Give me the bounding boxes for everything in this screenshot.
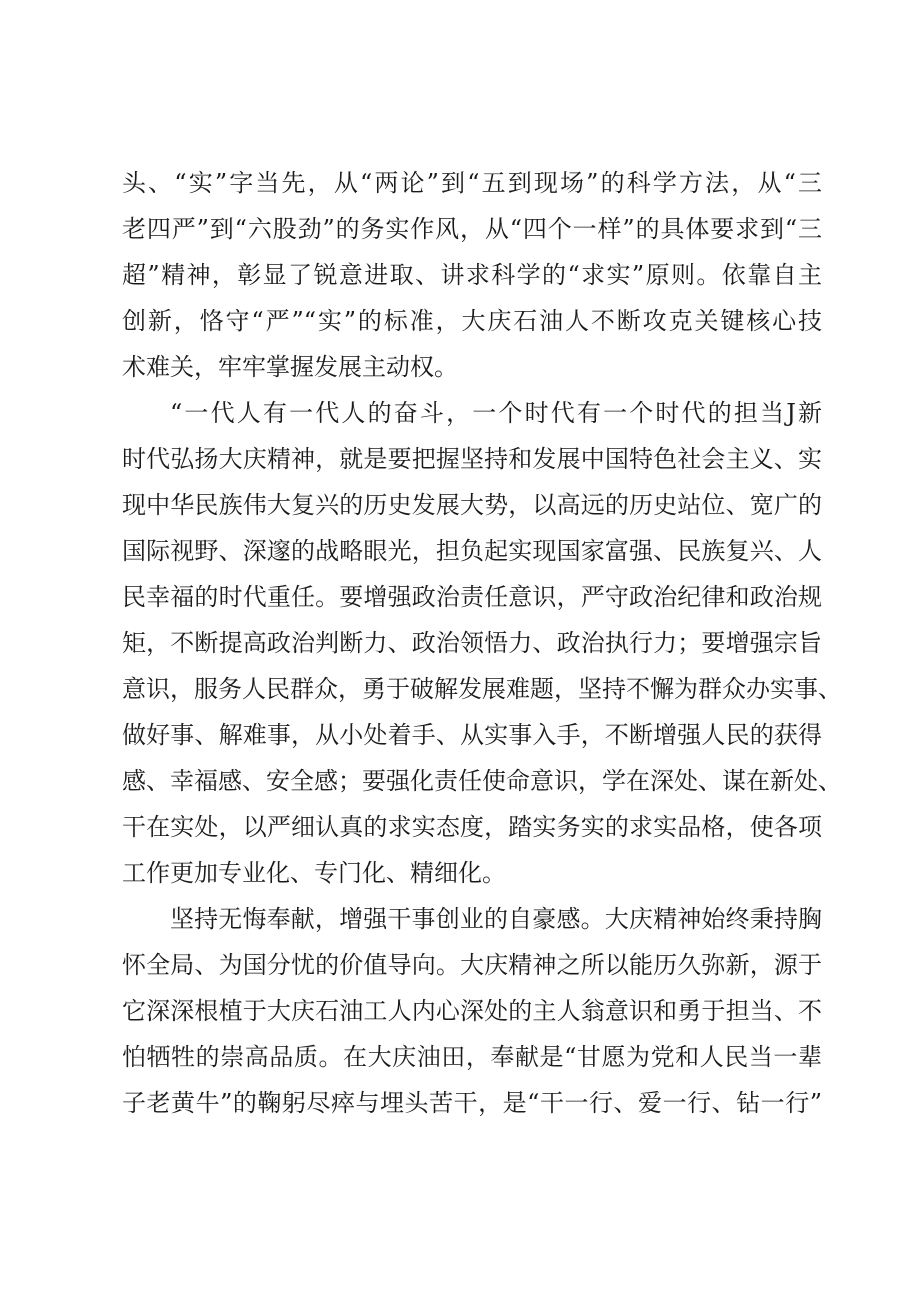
paragraph-line: 意识，服务人民群众，勇于破解发展难题，坚持不懈为群众办实事、 (122, 675, 842, 703)
paragraph-line: 术难关，牢牢掌握发展主动权。 (122, 353, 458, 381)
paragraph-line: 它深深根植于大庆石油工人内心深处的主人翁意识和勇于担当、不 (122, 997, 822, 1025)
paragraph-line: 做好事、解难事，从小处着手、从实事入手，不断增强人民的获得 (122, 721, 822, 749)
paragraph-line: 干在实处，以严细认真的求实态度，踏实务实的求实品格，使各项 (122, 813, 822, 841)
paragraph-line: 现中华民族伟大复兴的历史发展大势，以高远的历史站位、宽广的 (122, 491, 822, 519)
paragraph-line: 怕牺牲的崇高品质。在大庆油田，奉献是“甘愿为党和人民当一辈 (122, 1043, 822, 1071)
document-body (122, 160, 842, 1126)
paragraph-line: “一代人有一代人的奋斗，一个时代有一个时代的担当J新 (170, 399, 822, 427)
paragraph-line: 民幸福的时代重任。要增强政治责任意识，严守政治纪律和政治规 (122, 583, 822, 611)
paragraph-line: 怀全局、为国分忧的价值导向。大庆精神之所以能历久弥新，源于 (122, 951, 822, 979)
paragraph-line: 创新，恪守“严”“实”的标准，大庆石油人不断攻克关键核心技 (122, 307, 822, 335)
paragraph-1 (122, 160, 822, 390)
paragraph-line: 坚持无悔奉献，增强干事创业的自豪感。大庆精神始终秉持胸 (170, 905, 822, 933)
paragraph-line: 国际视野、深邃的战略眼光，担负起实现国家富强、民族复兴、人 (122, 537, 822, 565)
paragraph-line: 时代弘扬大庆精神，就是要把握坚持和发展中国特色社会主义、实 (122, 445, 822, 473)
paragraph-line: 超”精神，彰显了锐意进取、讲求科学的“求实”原则。依靠自主 (122, 261, 822, 289)
paragraph-line: 矩，不断提高政治判断力、政治领悟力、政治执行力；要增强宗旨 (122, 629, 822, 657)
paragraph-2 (122, 390, 842, 896)
paragraph-line: 感、幸福感、安全感；要强化责任使命意识，学在深处、谋在新处、 (122, 767, 842, 795)
paragraph-line: 老四严”到“六股劲”的务实作风，从“四个一样”的具体要求到“三 (122, 215, 822, 243)
paragraph-line: 头、“实”字当先，从“两论”到“五到现场”的科学方法，从“三 (122, 169, 822, 197)
paragraph-line: 子老黄牛”的鞠躬尽瘁与埋头苦干，是“干一行、爱一行、钻一行” (122, 1089, 822, 1117)
paragraph-3 (122, 896, 822, 1126)
paragraph-line: 工作更加专业化、专门化、精细化。 (122, 859, 506, 887)
